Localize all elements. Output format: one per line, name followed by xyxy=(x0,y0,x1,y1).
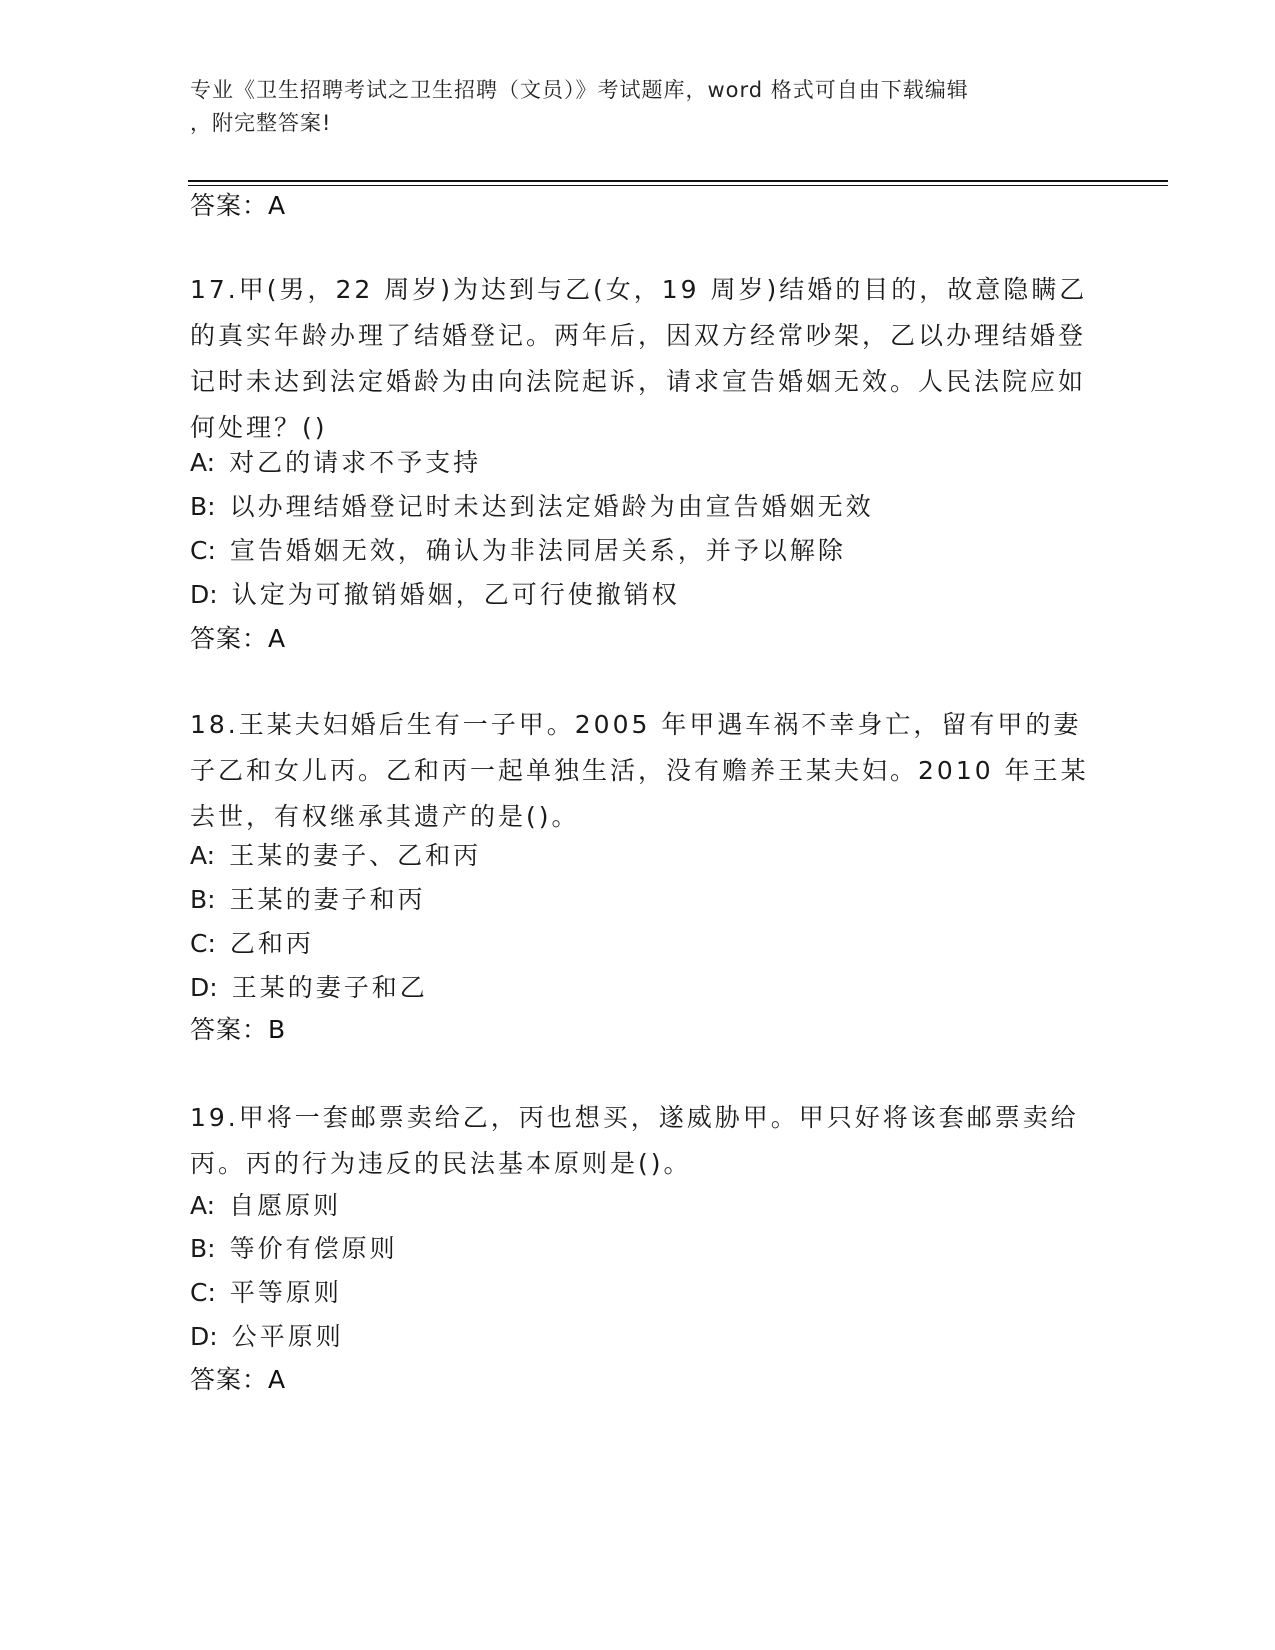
option-text: 自愿原则 xyxy=(229,1191,342,1220)
answer-line xyxy=(190,190,285,222)
option-b xyxy=(190,884,426,916)
option-key: B: xyxy=(190,492,216,521)
option-d xyxy=(190,1321,344,1353)
question-text: 17.甲(男，22 周岁)为达到与乙(女，19 周岁)结婚的目的，故意隐瞒乙的真实年龄办理了结婚登记。两年后，因双方经常吵架，乙以办理结婚登记时未达到法定婚龄为由向法院起诉，请求宣告婚姻无效。人民法院应如何处理？() xyxy=(190,275,1088,442)
answer-value: A xyxy=(268,1365,286,1394)
option-key: B: xyxy=(190,885,216,914)
option-key: C: xyxy=(190,1278,216,1307)
option-text: 等价有偿原则 xyxy=(229,1234,398,1263)
option-a xyxy=(190,1190,341,1222)
option-text: 王某的妻子和乙 xyxy=(231,973,428,1002)
question-text: 19.甲将一套邮票卖给乙，丙也想买，遂威胁甲。甲只好将该套邮票卖给丙。丙的行为违反的民法基本原则是()。 xyxy=(190,1103,1079,1178)
header-rule-thin xyxy=(188,185,1168,186)
answer-value: B xyxy=(268,1015,286,1044)
option-text: 公平原则 xyxy=(231,1322,344,1351)
answer-label: 答案： xyxy=(190,1015,269,1044)
option-key: D: xyxy=(190,1322,218,1351)
option-d xyxy=(190,579,680,611)
option-key: B: xyxy=(190,1234,216,1263)
option-text: 王某的妻子、乙和丙 xyxy=(229,841,482,870)
answer-label: 答案： xyxy=(190,191,269,220)
option-text: 对乙的请求不予支持 xyxy=(229,448,482,477)
option-text: 认定为可撤销婚姻，乙可行使撤销权 xyxy=(231,580,680,609)
option-text: 宣告婚姻无效，确认为非法同居关系，并予以解除 xyxy=(229,536,846,565)
option-text: 平等原则 xyxy=(229,1278,342,1307)
option-key: A: xyxy=(190,448,216,477)
option-text: 以办理结婚登记时未达到法定婚龄为由宣告婚姻无效 xyxy=(229,492,874,521)
option-c xyxy=(190,928,314,960)
option-a xyxy=(190,447,481,479)
option-key: A: xyxy=(190,1191,216,1220)
answer-line xyxy=(190,1014,285,1046)
page-header xyxy=(190,74,1090,140)
answer-line xyxy=(190,1364,285,1396)
header-line-2: ，附完整答案! xyxy=(190,111,332,135)
header-rule-thick xyxy=(188,180,1168,182)
option-c xyxy=(190,535,846,567)
option-key: C: xyxy=(190,929,216,958)
option-b xyxy=(190,491,874,523)
answer-label: 答案： xyxy=(190,624,269,653)
option-key: D: xyxy=(190,973,218,1002)
header-line-1: 专业《卫生招聘考试之卫生招聘（文员）》考试题库，word 格式可自由下载编辑 xyxy=(190,78,969,102)
option-key: D: xyxy=(190,580,218,609)
option-text: 乙和丙 xyxy=(229,929,314,958)
option-text: 王某的妻子和丙 xyxy=(229,885,426,914)
option-a xyxy=(190,840,481,872)
option-d xyxy=(190,972,428,1004)
question-text: 18.王某夫妇婚后生有一子甲。2005 年甲遇车祸不幸身亡，留有甲的妻子乙和女儿丙。乙和丙一起单独生活，没有赡养王某夫妇。2010 年王某去世，有权继承其遗产的是()。 xyxy=(190,710,1089,831)
answer-value: A xyxy=(268,191,286,220)
option-b xyxy=(190,1233,398,1265)
option-key: A: xyxy=(190,841,216,870)
answer-label: 答案： xyxy=(190,1365,269,1394)
option-c xyxy=(190,1277,342,1309)
answer-value: A xyxy=(268,624,286,653)
answer-line xyxy=(190,623,285,655)
option-key: C: xyxy=(190,536,216,565)
